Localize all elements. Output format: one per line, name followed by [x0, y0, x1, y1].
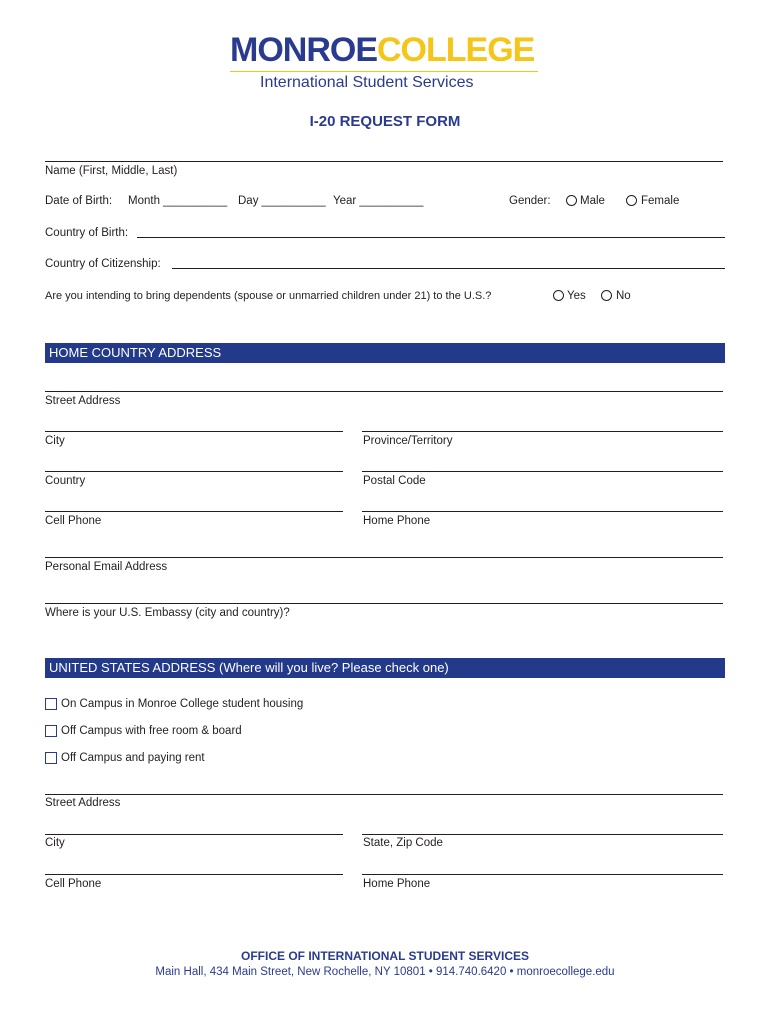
footer-office: OFFICE OF INTERNATIONAL STUDENT SERVICES — [240, 949, 530, 963]
footer-address: Main Hall, 434 Main Street, New Rochelle, NY 10801 • 914.740.6420 • monroecollege.edu — [155, 966, 615, 978]
country-birth-field[interactable] — [137, 237, 725, 238]
us-home-phone-label: Home Phone — [363, 878, 431, 890]
off-campus-rent-checkbox[interactable] — [45, 752, 57, 764]
dob-month-field[interactable]: Month __________ — [128, 195, 228, 207]
us-state-zip-field[interactable] — [362, 834, 723, 835]
gender-male-label: Male — [580, 195, 605, 207]
off-campus-free-checkbox[interactable] — [45, 725, 57, 737]
home-province-label: Province/Territory — [363, 435, 453, 447]
embassy-field[interactable] — [45, 603, 723, 604]
name-field[interactable] — [45, 161, 723, 162]
gender-male-radio[interactable] — [566, 195, 577, 206]
dependents-no-label: No — [616, 290, 631, 302]
dependents-yes-radio[interactable] — [553, 290, 564, 301]
us-cell-field[interactable] — [45, 874, 343, 875]
logo-rule — [230, 71, 538, 72]
college-logo — [230, 30, 534, 70]
off-campus-free-label: Off Campus with free room & board — [61, 725, 242, 737]
gender-female-radio[interactable] — [626, 195, 637, 206]
home-city-field[interactable] — [45, 431, 343, 432]
home-country-field[interactable] — [45, 471, 343, 472]
off-campus-rent-label: Off Campus and paying rent — [61, 752, 205, 764]
home-country-label: Country — [45, 475, 86, 487]
home-street-field[interactable] — [45, 391, 723, 392]
dependents-no-radio[interactable] — [601, 290, 612, 301]
home-postal-field[interactable] — [362, 471, 723, 472]
us-city-field[interactable] — [45, 834, 343, 835]
us-state-zip-label: State, Zip Code — [363, 837, 443, 849]
logo-subtitle: International Student Services — [260, 74, 474, 91]
dob-year-field[interactable]: Year __________ — [333, 195, 424, 207]
logo-monroe-text: MONROE — [230, 31, 377, 69]
dependents-question: Are you intending to bring dependents (spouse or unmarried children under 21) to the U.S.? — [45, 290, 492, 302]
on-campus-label: On Campus in Monroe College student housing — [61, 698, 304, 710]
form-title: I-20 REQUEST FORM — [309, 113, 461, 130]
dob-day-field[interactable]: Day __________ — [238, 195, 326, 207]
dependents-yes-label: Yes — [567, 290, 586, 302]
home-cell-label: Cell Phone — [45, 515, 102, 527]
us-home-phone-field[interactable] — [362, 874, 723, 875]
us-address-section-header: UNITED STATES ADDRESS (Where will you live? Please check one) — [45, 658, 725, 678]
home-city-label: City — [45, 435, 65, 447]
home-phone-field[interactable] — [362, 511, 723, 512]
gender-female-label: Female — [641, 195, 680, 207]
embassy-label: Where is your U.S. Embassy (city and country)? — [45, 607, 290, 619]
email-label: Personal Email Address — [45, 561, 168, 573]
logo-college-text: COLLEGE — [377, 31, 535, 69]
country-citizenship-label: Country of Citizenship: — [45, 258, 161, 270]
on-campus-checkbox[interactable] — [45, 698, 57, 710]
home-address-section-header: HOME COUNTRY ADDRESS — [45, 343, 725, 363]
home-postal-label: Postal Code — [363, 475, 426, 487]
us-street-label: Street Address — [45, 797, 121, 809]
country-birth-label: Country of Birth: — [45, 227, 129, 239]
us-cell-label: Cell Phone — [45, 878, 102, 890]
dob-label: Date of Birth: — [45, 195, 113, 207]
home-phone-label: Home Phone — [363, 515, 431, 527]
us-city-label: City — [45, 837, 65, 849]
name-label: Name (First, Middle, Last) — [45, 165, 178, 177]
home-cell-field[interactable] — [45, 511, 343, 512]
home-province-field[interactable] — [362, 431, 723, 432]
home-street-label: Street Address — [45, 395, 121, 407]
gender-label: Gender: — [509, 195, 551, 207]
us-street-field[interactable] — [45, 794, 723, 795]
country-citizenship-field[interactable] — [172, 268, 725, 269]
email-field[interactable] — [45, 557, 723, 558]
